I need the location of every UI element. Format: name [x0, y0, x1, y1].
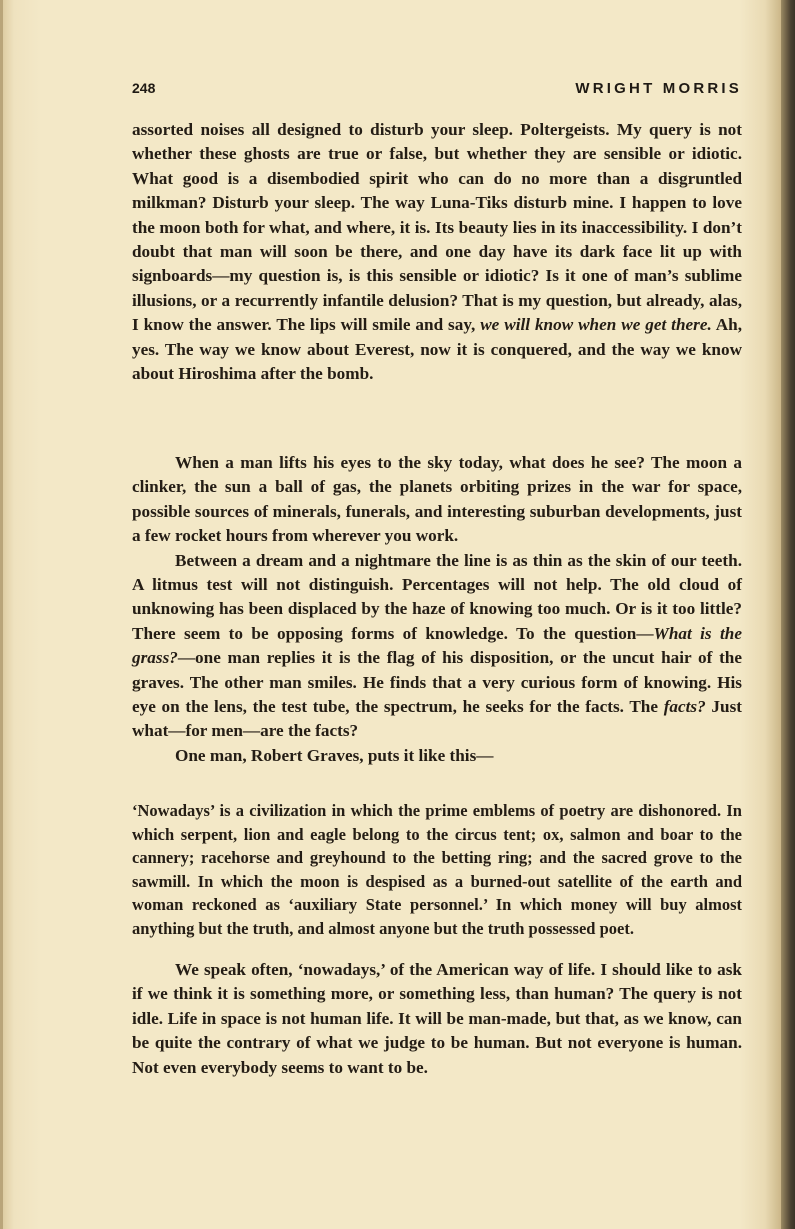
text-run: ‘Nowadays’ is a civilization in which the prime emblems of poetry are dishonored. In which serpent, lion and eagle belong to the circus tent; ox, salmon and boar to the cannery; racehorse and greyhound to the betting ring; and the sacred grove to the sawmill. In which the moon is despised as a burned-out satellite of the earth and woman reckoned as ‘auxiliary State personnel.’ In which money will buy almost anything but the truth, and almost anyone but the truth possessed poet. [132, 801, 742, 938]
paragraph-5-text [132, 958, 742, 1080]
block-quote [132, 799, 742, 941]
italic-phrase: we will know when we get there. [480, 315, 712, 335]
italic-phrase: What is the grass? [132, 623, 742, 668]
text-run: Ah, yes. The way we know about Everest, now it is conquered, and the way we know about Hiroshima after the bomb. [132, 315, 742, 384]
paragraph-group-2 [132, 451, 742, 768]
text-run: When a man lifts his eyes to the sky today, what does he see? The moon a clinker, the sun a ball of gas, the planets orbiting prizes in the war for space, possible sources of minerals, funerals, and interesting suburban developments, just a few rocket hours from wherever you work. [132, 453, 742, 546]
page-header [132, 78, 742, 102]
text-run: —one man replies it is the flag of his disposition, or the uncut hair of the graves. The other man smiles. He finds that a very curious form of knowing. His eye on the lens, the test tube, the spectrum, he seeks for the facts. The [132, 648, 742, 717]
paragraph-5 [132, 958, 742, 1080]
text-run: Just what—for men—are the facts? [132, 697, 742, 741]
text-run: One man, Robert Graves, puts it like this— [175, 745, 494, 765]
block-quote-text [132, 799, 742, 941]
paragraph-1 [132, 118, 742, 386]
page-number: 248 [132, 80, 156, 96]
italic-phrase: facts? [663, 697, 706, 717]
book-spine-shadow [781, 0, 795, 1229]
text-run: assorted noises all designed to disturb your sleep. Poltergeists. My query is not whether these ghosts are true or false, but whether they are sensible or idiotic. What good is a disembodied spirit who can do no more than a disgruntled milkman? Disturb your sleep. The way Luna-Tiks disturb mine. I happen to love the moon both for what, and where, it is. Its beauty lies in its inaccessibility. I don’t doubt that man will soon be there, and one day have its dark face lit up with signboards—my question is, is this sensible or idiotic? Is it one of man’s sublime illusions, or a recurrently infantile delusion? That is my question, but already, alas, I know the answer. The lips will smile and say, [132, 120, 742, 335]
text-run: Between a dream and a nightmare the line is as thin as the skin of our teeth. A litmus test will not distinguish. Percentages will not help. The old cloud of unknowing has been displaced by the haze of knowing too much. Or is it too little? There seem to be opposing forms of knowledge. To the question— [132, 550, 742, 643]
paragraph-1-text [132, 118, 742, 386]
running-head: WRIGHT MORRIS [575, 80, 742, 97]
text-run: We speak often, ‘nowadays,’ of the American way of life. I should like to ask if we think it is something more, or something less, than human? The query is not idle. Life in space is not human life. It will be man-made, but that, as we know, can be quite the contrary of what we judge to be human. But not everyone is human. Not even everybody seems to want to be. [132, 960, 742, 1077]
paragraph-2-text [132, 451, 742, 549]
paragraph-3-text [132, 549, 742, 744]
paragraph-4-text [132, 744, 742, 768]
page-left-edge [0, 0, 3, 1229]
